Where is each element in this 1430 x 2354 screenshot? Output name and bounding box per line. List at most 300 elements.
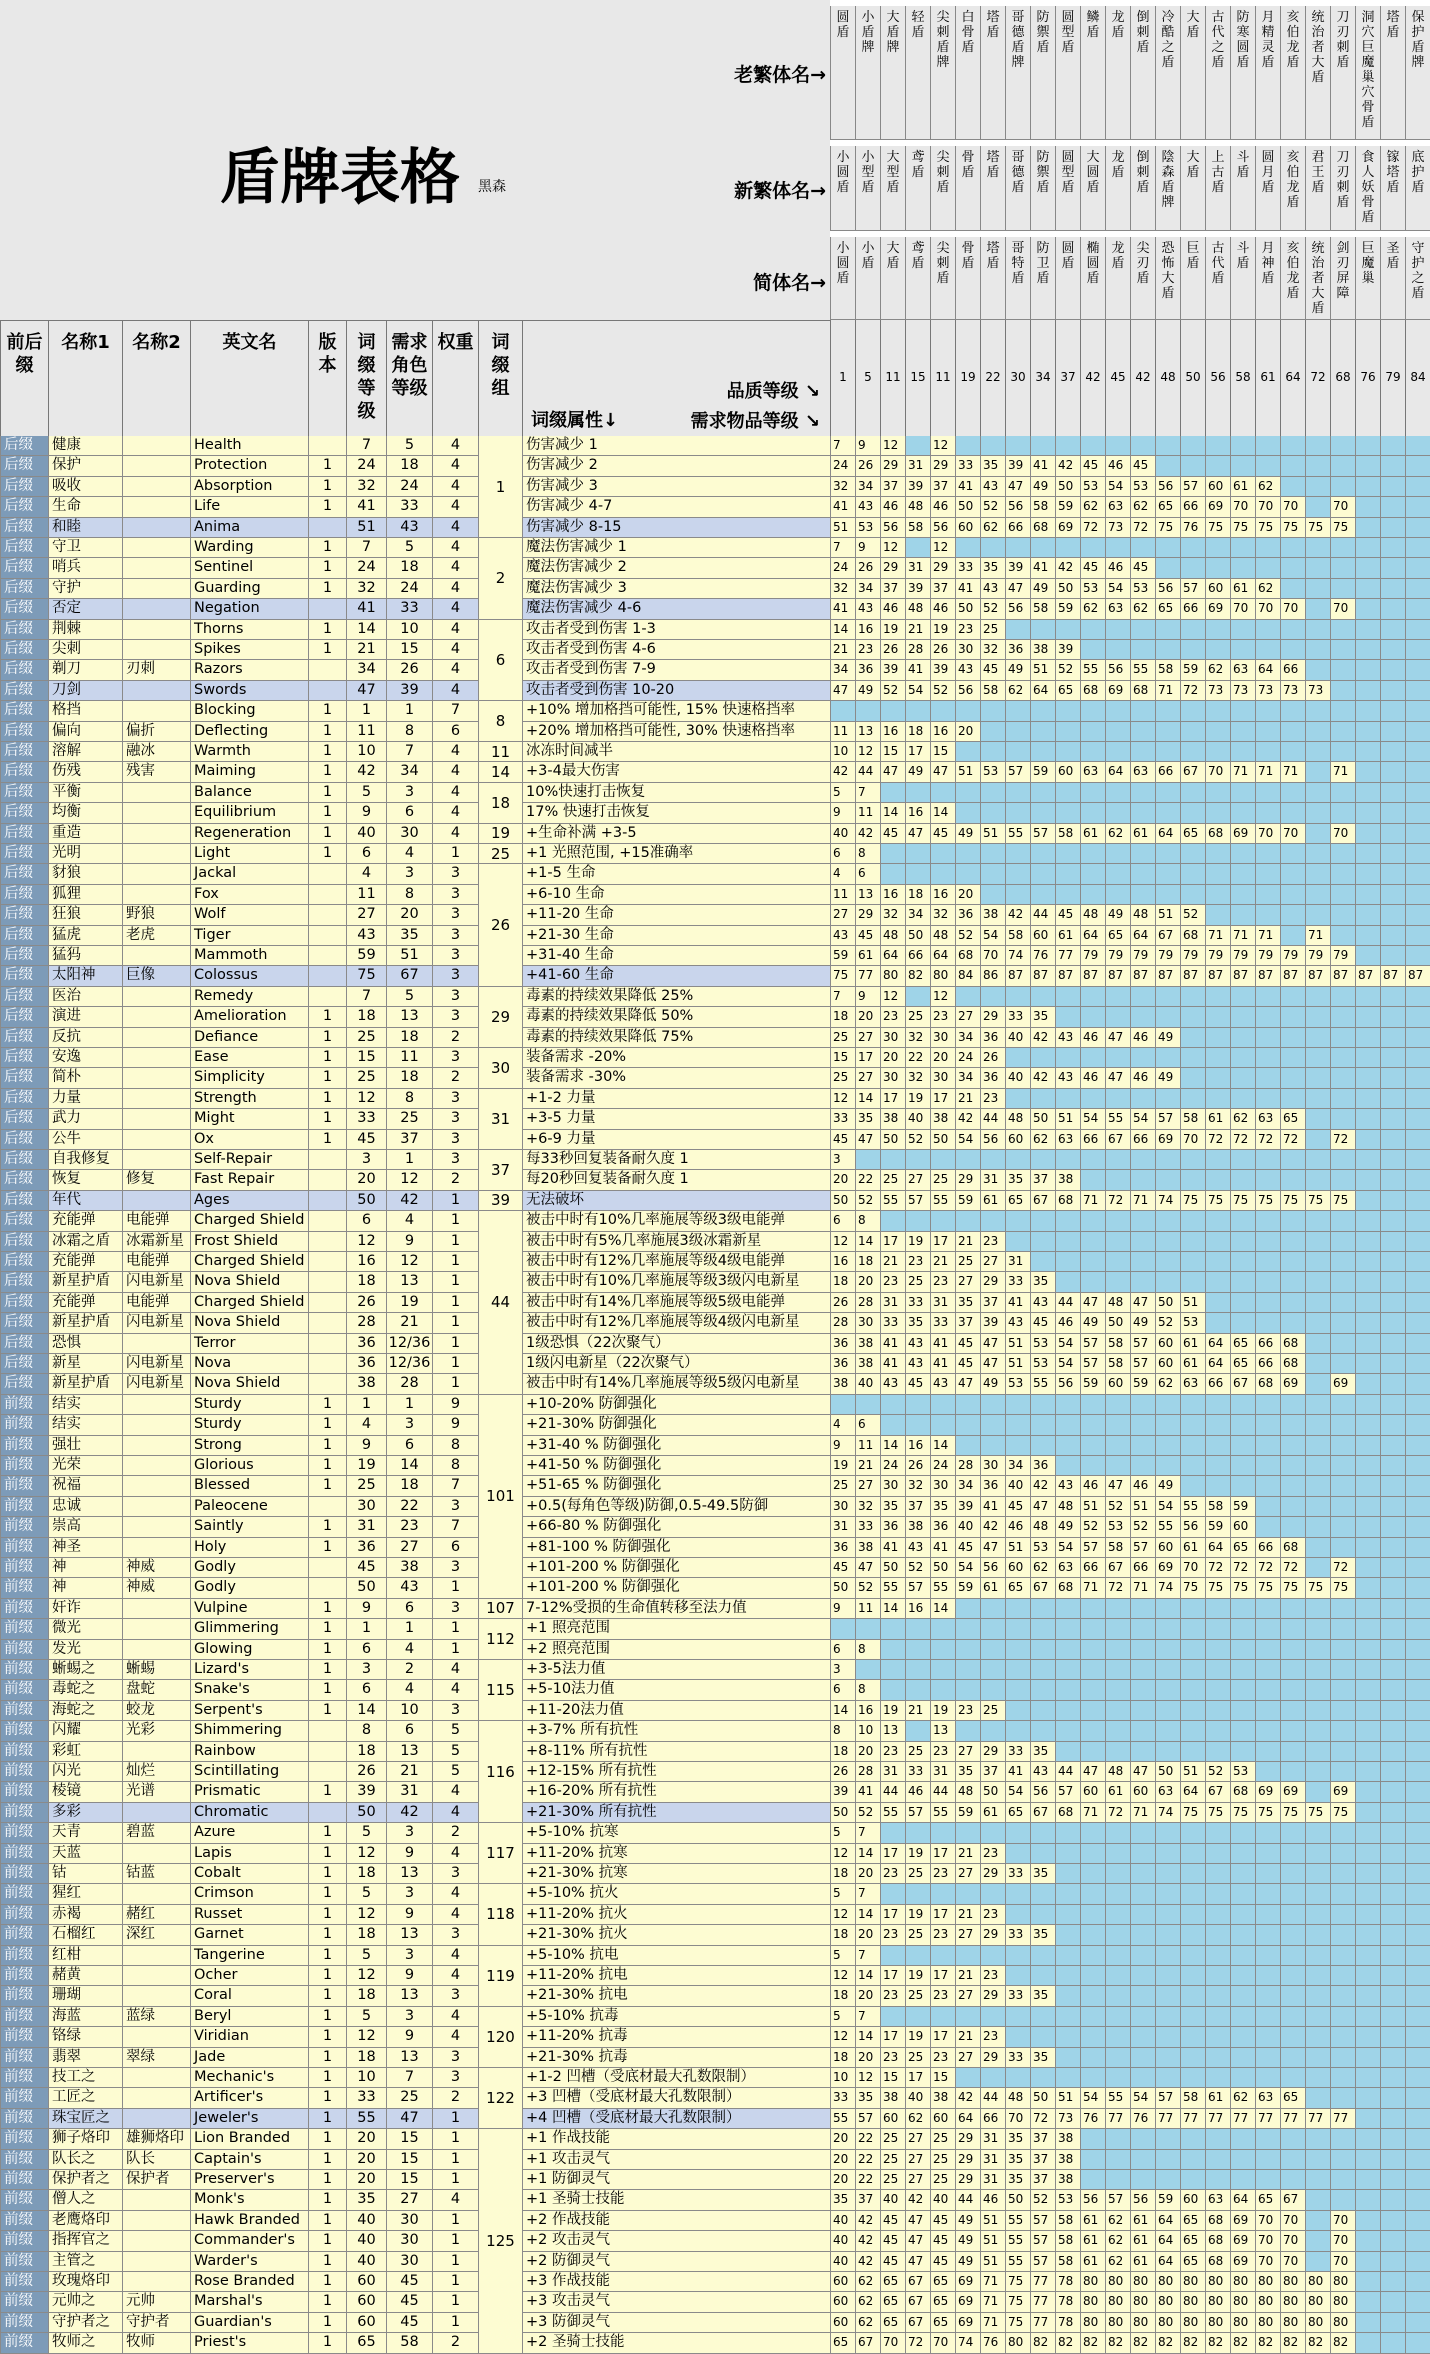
table-cell: 30: [386, 2231, 432, 2251]
req-level-cell: 55: [830, 2109, 855, 2129]
req-level-cell: 62: [855, 2313, 880, 2333]
req-level-cell: 75: [1180, 1191, 1205, 1211]
req-level-cell: [1380, 1476, 1405, 1496]
req-level-cell: [1305, 905, 1330, 925]
req-level-cell: [1005, 742, 1030, 762]
req-level-cell: [1405, 1415, 1430, 1435]
req-level-cell: [1305, 803, 1330, 823]
req-level-cell: 17: [905, 742, 930, 762]
table-cell: Remedy: [190, 987, 308, 1007]
table-cell: Paleocene: [190, 1497, 308, 1517]
req-level-cell: [980, 742, 1005, 762]
table-cell: 守护者: [122, 2313, 190, 2333]
req-level-cell: [1330, 620, 1355, 640]
req-level-cell: 72: [1105, 1578, 1130, 1598]
table-cell: 4: [432, 2007, 478, 2027]
req-level-cell: 38: [855, 1538, 880, 1558]
req-level-cell: [1055, 701, 1080, 721]
req-level-cell: [1230, 1293, 1255, 1313]
req-level-cell: [1230, 436, 1255, 456]
req-level-cell: [1030, 864, 1055, 884]
req-level-cell: 12: [880, 436, 905, 456]
affix-attr-cell: +3-5 力量: [522, 1109, 830, 1129]
req-level-cell: 37: [1030, 1170, 1055, 1190]
req-level-cell: [1080, 864, 1105, 884]
req-level-cell: [1305, 2068, 1330, 2088]
req-level-cell: [1280, 1884, 1305, 1904]
req-level-cell: 14: [855, 1844, 880, 1864]
req-level-cell: [1305, 2170, 1330, 2190]
req-level-cell: 71: [980, 2272, 1005, 2292]
req-level-cell: [1030, 2027, 1055, 2047]
req-level-cell: [1180, 1436, 1205, 1456]
req-level-cell: 29: [930, 558, 955, 578]
affix-position-cell: 后缀: [0, 1170, 48, 1190]
table-cell: 18: [386, 1028, 432, 1048]
req-level-cell: [1205, 1905, 1230, 1925]
table-cell: 老鹰烙印: [48, 2211, 122, 2231]
req-level-cell: [1380, 722, 1405, 742]
affix-attr-cell: +12-15% 所有抗性: [522, 1762, 830, 1782]
table-cell: Ease: [190, 1048, 308, 1068]
req-level-cell: 48: [1030, 1517, 1055, 1537]
req-level-cell: [1230, 1701, 1255, 1721]
table-cell: Razors: [190, 660, 308, 680]
req-level-cell: 61: [1080, 2252, 1105, 2272]
req-level-cell: [1330, 2129, 1355, 2149]
req-level-cell: 32: [930, 905, 955, 925]
req-level-cell: 82: [1230, 2333, 1255, 2353]
req-level-cell: 32: [905, 1068, 930, 1088]
req-level-cell: [1280, 1395, 1305, 1415]
table-cell: 彩虹: [48, 1742, 122, 1762]
req-level-cell: [1280, 1415, 1305, 1435]
table-cell: 4: [432, 803, 478, 823]
req-level-cell: 75: [830, 966, 855, 986]
req-level-cell: 65: [1180, 2231, 1205, 2251]
shield-new-name: 镓 塔 盾: [1380, 146, 1405, 231]
req-level-cell: [1155, 803, 1180, 823]
req-level-cell: [1130, 1823, 1155, 1843]
affix-position-cell: 前缀: [0, 2027, 48, 2047]
req-level-cell: [1355, 2129, 1380, 2149]
req-level-cell: 79: [1180, 946, 1205, 966]
table-cell: 4: [432, 2027, 478, 2047]
req-level-cell: 63: [1130, 762, 1155, 782]
affix-position-cell: 后缀: [0, 1211, 48, 1231]
affix-attr-cell: 装备需求 -20%: [522, 1048, 830, 1068]
req-level-cell: 29: [880, 558, 905, 578]
req-level-cell: 59: [1205, 1517, 1230, 1537]
req-level-cell: [1405, 987, 1430, 1007]
affix-position-cell: 前缀: [0, 2109, 48, 2129]
req-level-cell: 75: [1255, 1803, 1280, 1823]
table-cell: 6: [386, 803, 432, 823]
shield-new-name: 塔 盾: [980, 146, 1005, 231]
req-level-cell: 29: [955, 2170, 980, 2190]
req-level-cell: 31: [830, 1517, 855, 1537]
table-cell: 3: [432, 966, 478, 986]
req-level-cell: 87: [1030, 966, 1055, 986]
req-level-cell: [1255, 1640, 1280, 1660]
req-level-cell: 40: [905, 2088, 930, 2108]
req-level-cell: 57: [1130, 1354, 1155, 1374]
req-level-cell: [1380, 1986, 1405, 2006]
req-level-cell: [1380, 1252, 1405, 1272]
req-level-cell: [1380, 1109, 1405, 1129]
table-cell: 闪电新星: [122, 1374, 190, 1394]
req-level-cell: [1405, 1211, 1430, 1231]
req-level-cell: [1030, 1884, 1055, 1904]
req-level-cell: [1380, 701, 1405, 721]
req-level-cell: [1155, 558, 1180, 578]
req-level-cell: 53: [1055, 2190, 1080, 2210]
req-level-cell: 5: [830, 1823, 855, 1843]
req-level-cell: 60: [1205, 579, 1230, 599]
affix-attr-cell: +81-100 % 防御强化: [522, 1538, 830, 1558]
req-level-cell: [1005, 1884, 1030, 1904]
req-level-cell: [930, 783, 955, 803]
table-cell: 9: [346, 1599, 386, 1619]
req-level-cell: 74: [1155, 1191, 1180, 1211]
req-level-cell: [1005, 1946, 1030, 1966]
req-level-cell: 87: [1080, 966, 1105, 986]
column-header-cell: 权重: [432, 320, 478, 436]
req-level-cell: [1355, 538, 1380, 558]
req-level-cell: [1305, 864, 1330, 884]
req-level-cell: [1180, 2170, 1205, 2190]
req-level-cell: 53: [855, 518, 880, 538]
table-cell: [122, 1803, 190, 1823]
req-level-cell: 27: [855, 1028, 880, 1048]
req-level-cell: [1355, 885, 1380, 905]
req-level-cell: [1205, 1028, 1230, 1048]
table-cell: 6: [386, 1436, 432, 1456]
req-level-cell: 45: [930, 2252, 955, 2272]
table-cell: [122, 1538, 190, 1558]
affix-group-cell: 39: [478, 1191, 522, 1211]
req-level-cell: [855, 701, 880, 721]
req-level-cell: 61: [1080, 824, 1105, 844]
table-cell: 1: [308, 620, 346, 640]
shield-new-name: 哥 德 盾: [1005, 146, 1030, 231]
affix-attr-cell: 被击中时有14%几率施展等级5级闪电新星: [522, 1374, 830, 1394]
table-cell: 45: [346, 1130, 386, 1150]
req-level-cell: 65: [1280, 1109, 1305, 1129]
req-level-cell: [1330, 2170, 1355, 2190]
req-level-cell: 47: [1105, 1476, 1130, 1496]
shield-level-header: 48: [1155, 320, 1180, 436]
affix-position-cell: 前缀: [0, 1905, 48, 1925]
req-level-cell: [1405, 2313, 1430, 2333]
req-level-cell: 47: [905, 2252, 930, 2272]
req-level-cell: [855, 1150, 880, 1170]
table-cell: 神威: [122, 1558, 190, 1578]
req-level-cell: [1105, 1844, 1130, 1864]
table-cell: Russet: [190, 1905, 308, 1925]
req-level-cell: [1355, 2088, 1380, 2108]
req-level-cell: 59: [955, 1803, 980, 1823]
req-level-cell: 55: [1105, 1109, 1130, 1129]
table-cell: Warder's: [190, 2252, 308, 2272]
req-level-cell: [1155, 2129, 1180, 2149]
table-cell: [122, 2190, 190, 2210]
req-level-cell: [1030, 1048, 1055, 1068]
req-level-cell: [1380, 2170, 1405, 2190]
req-level-cell: 59: [1180, 660, 1205, 680]
req-level-cell: 54: [1105, 477, 1130, 497]
req-level-cell: [1130, 1905, 1155, 1925]
table-cell: 1: [308, 2150, 346, 2170]
req-level-cell: 70: [1205, 762, 1230, 782]
affix-attr-cell: +21-30% 抗寒: [522, 1864, 830, 1884]
table-cell: 4: [386, 844, 432, 864]
req-level-cell: [1030, 885, 1055, 905]
table-cell: Viridian: [190, 2027, 308, 2047]
req-level-cell: 66: [1255, 1538, 1280, 1558]
req-level-cell: [1105, 1395, 1130, 1415]
req-level-cell: 68: [1255, 1374, 1280, 1394]
req-level-cell: 60: [1155, 1538, 1180, 1558]
req-level-cell: 17: [880, 1089, 905, 1109]
req-level-cell: [930, 1680, 955, 1700]
req-level-cell: [1155, 2170, 1180, 2190]
req-level-cell: 16: [855, 620, 880, 640]
table-cell: 4: [432, 558, 478, 578]
req-level-cell: 75: [1280, 1191, 1305, 1211]
req-level-cell: [1180, 1068, 1205, 1088]
req-level-cell: [1255, 1721, 1280, 1741]
req-level-cell: [1130, 640, 1155, 660]
req-level-cell: 25: [830, 1476, 855, 1496]
affix-position-cell: 前缀: [0, 1517, 48, 1537]
req-level-cell: 50: [1055, 579, 1080, 599]
req-level-cell: [1355, 2048, 1380, 2068]
req-level-cell: [1355, 436, 1380, 456]
req-level-cell: [1405, 1395, 1430, 1415]
req-level-cell: [1180, 620, 1205, 640]
req-level-cell: 11: [855, 1599, 880, 1619]
table-cell: [308, 946, 346, 966]
req-level-cell: [1405, 885, 1430, 905]
req-level-cell: [1280, 1619, 1305, 1639]
req-level-cell: [1330, 722, 1355, 742]
req-level-cell: 20: [855, 1007, 880, 1027]
req-level-cell: 63: [1105, 599, 1130, 619]
req-level-cell: 14: [880, 803, 905, 823]
req-level-cell: 59: [1055, 497, 1080, 517]
table-cell: 3: [432, 1130, 478, 1150]
req-level-cell: 25: [930, 1170, 955, 1190]
req-level-cell: [1180, 1844, 1205, 1864]
req-level-cell: [1180, 640, 1205, 660]
req-level-cell: [1130, 1864, 1155, 1884]
table-cell: 20: [346, 2150, 386, 2170]
req-level-cell: [1205, 1966, 1230, 1986]
req-level-cell: 57: [1105, 2190, 1130, 2210]
req-level-cell: [1330, 1313, 1355, 1333]
req-level-cell: [930, 1211, 955, 1231]
req-level-cell: [1405, 1905, 1430, 1925]
req-level-cell: 80: [1180, 2313, 1205, 2333]
req-level-cell: 21: [955, 1232, 980, 1252]
shield-new-name: 大 圆 盾: [1080, 146, 1105, 231]
req-level-cell: 47: [1005, 477, 1030, 497]
req-level-cell: 31: [980, 2170, 1005, 2190]
req-level-cell: [1255, 2048, 1280, 2068]
table-cell: 新星护盾: [48, 1313, 122, 1333]
req-level-cell: 80: [1230, 2272, 1255, 2292]
req-level-cell: [1330, 2088, 1355, 2108]
req-level-cell: [1405, 1823, 1430, 1843]
req-level-cell: [1330, 1272, 1355, 1292]
req-level-cell: 63: [1230, 660, 1255, 680]
req-level-cell: 43: [1055, 1028, 1080, 1048]
affix-position-cell: 前缀: [0, 2088, 48, 2108]
table-cell: [308, 1170, 346, 1190]
req-level-cell: [1130, 1252, 1155, 1272]
affix-attr-cell: 毒素的持续效果降低 50%: [522, 1007, 830, 1027]
req-level-cell: [1255, 701, 1280, 721]
req-level-cell: [1130, 803, 1155, 823]
table-cell: Jackal: [190, 864, 308, 884]
req-level-cell: [1330, 640, 1355, 660]
affix-position-cell: 前缀: [0, 1578, 48, 1598]
req-level-cell: 60: [1105, 1374, 1130, 1394]
req-level-cell: [1380, 1191, 1405, 1211]
req-level-cell: 46: [880, 599, 905, 619]
req-level-cell: [1380, 1150, 1405, 1170]
req-level-cell: [1305, 987, 1330, 1007]
req-level-cell: 23: [880, 1742, 905, 1762]
table-cell: [122, 1130, 190, 1150]
table-cell: Life: [190, 497, 308, 517]
req-level-cell: 7: [830, 987, 855, 1007]
table-cell: 1: [308, 1864, 346, 1884]
req-level-cell: [1380, 783, 1405, 803]
req-level-cell: [1205, 1068, 1230, 1088]
table-cell: 14: [386, 1456, 432, 1476]
table-cell: 红柑: [48, 1946, 122, 1966]
req-level-cell: 16: [905, 1599, 930, 1619]
table-cell: 50: [346, 1578, 386, 1598]
table-cell: Protection: [190, 456, 308, 476]
req-level-cell: [1055, 844, 1080, 864]
req-level-cell: [980, 844, 1005, 864]
table-cell: 1: [308, 1538, 346, 1558]
shield-level-header: 42: [1130, 320, 1155, 436]
table-cell: 指挥官之: [48, 2231, 122, 2251]
req-level-cell: [1405, 456, 1430, 476]
req-level-cell: [830, 701, 855, 721]
req-level-cell: 35: [1005, 1170, 1030, 1190]
req-level-cell: [1005, 1619, 1030, 1639]
table-cell: [122, 1497, 190, 1517]
table-cell: 33: [346, 1109, 386, 1129]
req-level-cell: 39: [980, 1313, 1005, 1333]
req-level-cell: 77: [1205, 2109, 1230, 2129]
table-cell: 65: [346, 2333, 386, 2353]
req-level-cell: [1405, 518, 1430, 538]
req-level-cell: [1230, 1619, 1255, 1639]
table-cell: 50: [346, 1803, 386, 1823]
req-level-cell: 57: [905, 1803, 930, 1823]
table-cell: 保护者之: [48, 2170, 122, 2190]
req-level-cell: [955, 538, 980, 558]
table-cell: 3: [432, 885, 478, 905]
req-level-cell: 51: [980, 2252, 1005, 2272]
req-level-cell: [1080, 640, 1105, 660]
req-level-cell: [905, 436, 930, 456]
req-level-cell: 65: [930, 2272, 955, 2292]
affix-group-cell: 2: [478, 538, 522, 620]
req-level-cell: 80: [1180, 2292, 1205, 2312]
req-level-cell: 8: [855, 1680, 880, 1700]
table-cell: Lizard's: [190, 1660, 308, 1680]
req-level-cell: 80: [1305, 2272, 1330, 2292]
req-level-cell: [1355, 1517, 1380, 1537]
req-level-cell: 5: [830, 1946, 855, 1966]
table-cell: 1: [308, 783, 346, 803]
req-level-cell: 50: [955, 497, 980, 517]
table-cell: 医治: [48, 987, 122, 1007]
req-level-cell: 69: [955, 2313, 980, 2333]
req-level-cell: 25: [830, 1028, 855, 1048]
shield-old-name: 小 盾 牌: [855, 6, 880, 140]
table-cell: Rainbow: [190, 1742, 308, 1762]
shield-simp-name: 龙 盾: [1105, 237, 1130, 320]
req-level-cell: 52: [980, 497, 1005, 517]
req-level-cell: [1155, 783, 1180, 803]
req-level-cell: [1230, 558, 1255, 578]
req-level-cell: 37: [980, 1762, 1005, 1782]
req-level-cell: [1105, 2048, 1130, 2068]
table-cell: 公牛: [48, 1130, 122, 1150]
table-cell: 1: [432, 2231, 478, 2251]
req-level-cell: 39: [880, 660, 905, 680]
req-level-cell: [1380, 2109, 1405, 2129]
table-cell: 6: [346, 1680, 386, 1700]
table-cell: 格挡: [48, 701, 122, 721]
req-level-cell: 66: [1005, 518, 1030, 538]
affix-position-cell: 前缀: [0, 1599, 48, 1619]
req-level-cell: [955, 987, 980, 1007]
req-level-cell: [1105, 1211, 1130, 1231]
affix-position-cell: 前缀: [0, 2333, 48, 2353]
req-level-cell: [1280, 1150, 1305, 1170]
affix-position-cell: 后缀: [0, 926, 48, 946]
req-level-cell: 67: [1155, 926, 1180, 946]
req-level-cell: 4: [830, 864, 855, 884]
table-cell: Prismatic: [190, 1782, 308, 1802]
req-level-cell: 9: [830, 803, 855, 823]
table-cell: [308, 1272, 346, 1292]
table-cell: 4: [386, 1211, 432, 1231]
req-level-cell: 63: [1155, 1782, 1180, 1802]
table-cell: 1: [308, 477, 346, 497]
req-level-cell: 59: [1230, 1497, 1255, 1517]
req-level-cell: [1280, 987, 1305, 1007]
req-level-cell: [1030, 1721, 1055, 1741]
affix-attr-cell: +11-20% 抗火: [522, 1905, 830, 1925]
req-level-cell: 29: [930, 456, 955, 476]
table-cell: 13: [386, 2048, 432, 2068]
req-level-cell: [1280, 579, 1305, 599]
req-level-cell: [980, 1946, 1005, 1966]
req-level-cell: [1380, 1884, 1405, 1904]
req-level-cell: [930, 1619, 955, 1639]
req-level-cell: [1280, 885, 1305, 905]
